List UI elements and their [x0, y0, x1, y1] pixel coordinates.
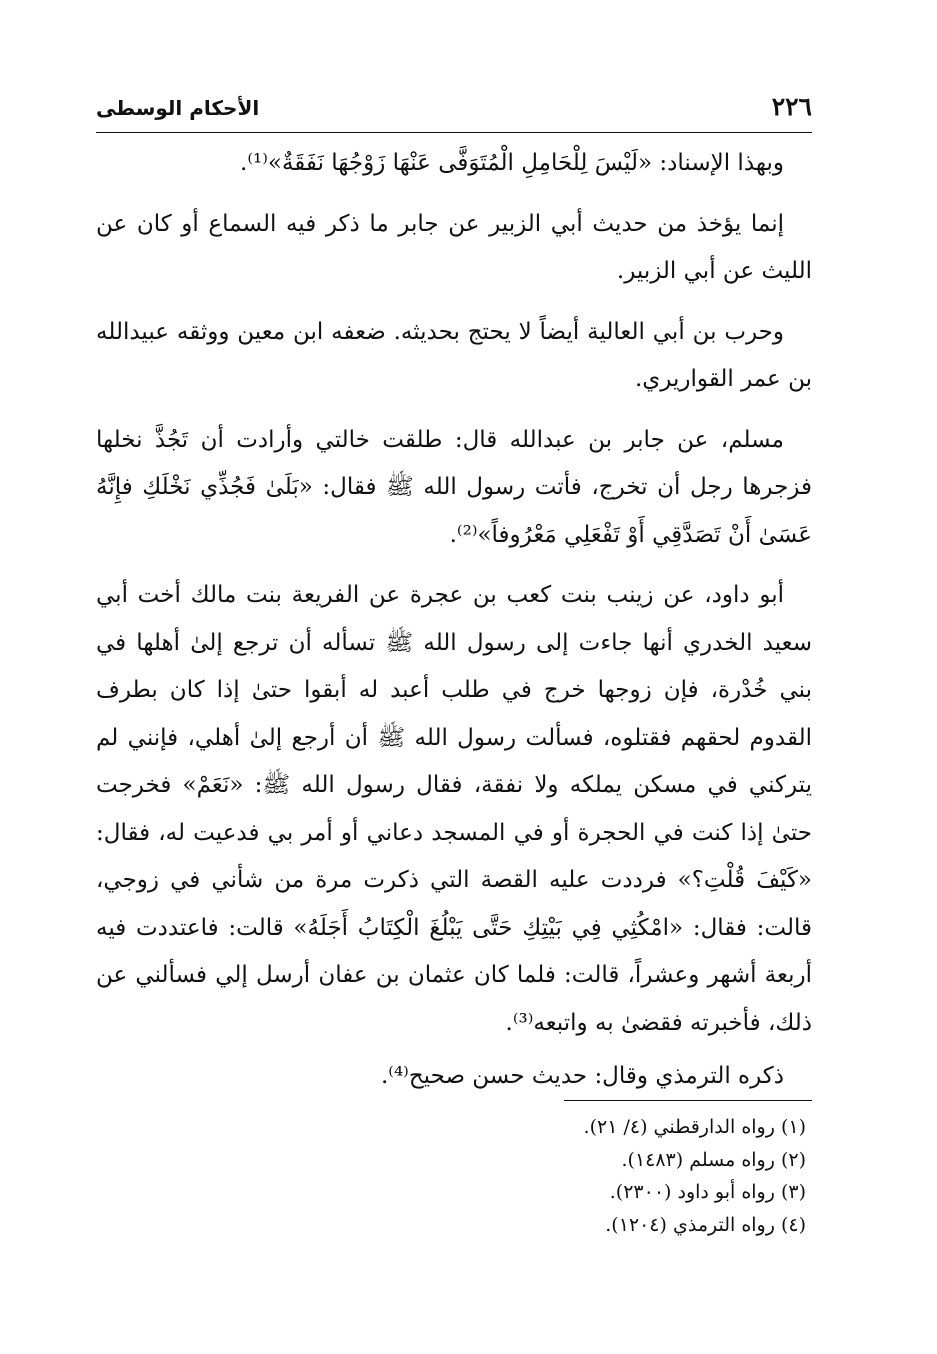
footnotes — [96, 1100, 812, 1241]
footnote: (٣) رواه أبو داود (٢٣٠٠). — [609, 1181, 806, 1203]
page-header — [96, 88, 812, 133]
footnote: (٢) رواه مسلم (١٤٨٣). — [621, 1148, 806, 1171]
paragraph: وبهذا الإسناد: «لَيْسَ لِلْحَامِلِ الْمُتَوَفَّى عَنْهَا زَوْجُهَا نَفَقَةٌ»⁽¹⁾. — [240, 150, 784, 176]
footnote: (١) رواه الدارقطني (٤/ ٢١). — [583, 1116, 806, 1138]
paragraph: وحرب بن أبي العالية أيضاً لا يحتج بحديثه. ضعفه ابن معين ووثقه عبيدالله بن عمر القواريري. — [96, 318, 812, 392]
footnote-divider — [564, 1100, 812, 1101]
paragraph: ذكره الترمذي وقال: حديث حسن صحيح⁽⁴⁾. — [380, 1063, 784, 1089]
page-number: ٢٢٦ — [771, 92, 812, 121]
running-title: الأحكام الوسطى — [96, 96, 260, 120]
footnote: (٤) رواه الترمذي (١٢٠٤). — [605, 1213, 806, 1236]
paragraph: مسلم، عن جابر بن عبدالله قال: طلقت خالتي وأرادت أن تَجُذَّ نخلها فزجرها رجل أن تخرج، فأتت رسول الله ﷺ فقال: «بَلَىٰ فَجُذِّي نَخْلَكِ فإِنَّهُ عَسَىٰ أَنْ تَصَدَّقِي أَوْ تَفْعَلِي مَعْرُوفاً»⁽²⁾. — [96, 426, 812, 548]
paragraph: إنما يؤخذ من حديث أبي الزبير عن جابر ما ذكر فيه السماع أو كان عن الليث عن أبي الزبير. — [96, 210, 812, 284]
main-text — [96, 140, 812, 1114]
paragraph: أبو داود، عن زينب بنت كعب بن عجرة عن الفريعة بنت مالك أخت أبي سعيد الخدري أنها جاءت إلى رسول الله ﷺ تسأله أن ترجع إلىٰ أهلها في بني خُدْرة، فإن زوجها خرج في طلب أعبد له أبقوا حتىٰ إذا كان بطرف القدوم لحقهم فقتلوه، فسألت رسول الله ﷺ أن أرجع إلىٰ أهلي، فإنني لم يتركني في مسكن يملكه ولا نفقة، فقال رسول الله ﷺ: «نَعَمْ» فخرجت حتىٰ إذا كنت في الحجرة أو في المسجد دعاني أو أمر بي فدعيت له، فقال: «كَيْفَ قُلْتِ؟» فرددت عليه القصة التي ذكرت مرة من شأني في زوجي، قالت: فقال: «امْكُثِي فِي بَيْتِكِ حَتَّى يَبْلُغَ الْكِتَابُ أَجَلَهُ» قالت: فاعتددت فيه أربعة أشهر وعشراً، قالت: فلما كان عثمان بن عفان أرسل إلي فسألني عن ذلك، فأخبرته فقضىٰ به واتبعه⁽³⁾. — [96, 582, 812, 1036]
